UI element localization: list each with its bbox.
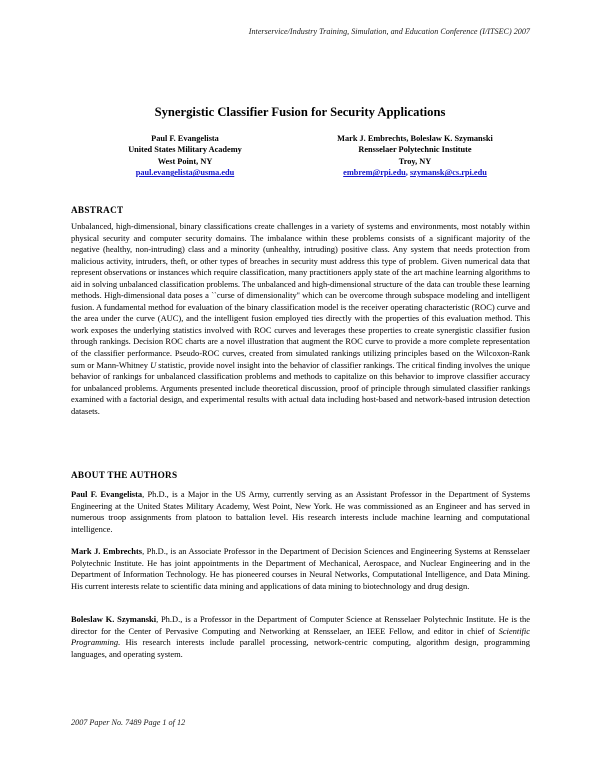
author-block-right — [300, 133, 530, 179]
author-bio-name: Paul F. Evangelista — [71, 489, 143, 499]
author-bio-name: Mark J. Embrechts — [71, 546, 143, 556]
author-list — [70, 133, 530, 179]
author-email-link[interactable]: paul.evangelista@usma.edu — [135, 168, 235, 178]
author-bio-text: , Ph.D., is an Associate Professor in the Department of Decision Sciences and Engineering Systems at Rensselaer Polytechnic Institute. He has joint appointments in the Department of Mechanical, Aerospace, and Nuclear Engineering and in the Department of Information Technology. He has pioneered courses in Neural Networks, Computational Intelligence, and Data Mining. His current interests relate to scientific data mining and applications of data mining to biotechnology and drug design. — [71, 546, 530, 591]
author-block-left — [70, 133, 300, 179]
author-email-link[interactable]: embrem@rpi.edu — [343, 168, 406, 178]
email-separator: , — [405, 168, 410, 178]
author-bio — [71, 614, 530, 660]
author-location: West Point, NY — [157, 156, 213, 166]
author-name: Paul F. Evangelista — [151, 134, 219, 143]
author-location: Troy, NY — [398, 156, 432, 166]
author-bio-text: , Ph.D., is a Major in the US Army, currently serving as an Assistant Professor in the Department of Systems Engineering at the United States Military Academy, West Point, New York. He was commissioned as an Engineer and has served in numerous troop assignments from platoon to battalion level. His research interests include machine learning and computational intelligence. — [71, 489, 531, 534]
author-bio-text-part-2: . His research interests include parallel processing, network-centric computing, algorithm design, programming languages, and operating system. — [71, 637, 530, 659]
abstract-text-part-2: statistic, provide novel insight into the behavior of classifier rankings. The critical finding involves the unique behavior of rankings for unbalanced classification problems and methods to capitalize on this behavior to improve classifier accuracy for unbalanced problems. Arguments presented include theoretical discussion, proof of principle through simulated classifier rankings examined with a factorial design, and experimental results with actual data including host-based and network-based intrusion detection datasets. — [71, 359, 530, 416]
page-footer: 2007 Paper No. 7489 Page 1 of 12 — [71, 718, 186, 727]
author-affiliation: United States Military Academy — [128, 145, 242, 155]
abstract-body — [71, 221, 530, 417]
author-bio-name: Boleslaw K. Szymanski — [71, 614, 157, 624]
author-bio — [71, 546, 530, 592]
author-email-link[interactable]: szymansk@cs.rpi.edu — [409, 168, 487, 178]
author-bio — [71, 489, 530, 535]
author-bio-text-part-1: , Ph.D., is a Professor in the Department of Computer Science at Rensselaer Polytechnic Institute. He is the director for the Center of Pervasive Computing and Networking at Rensselaer, an IEEE Fellow, and editor in chief of — [71, 614, 530, 636]
author-email-line — [70, 167, 300, 178]
about-the-authors-heading: ABOUT THE AUTHORS — [71, 470, 178, 480]
journal-title: Scientific Programming — [71, 625, 530, 648]
author-affiliation: Rensselaer Polytechnic Institute — [358, 145, 472, 155]
author-name: Mark J. Embrechts, Boleslaw K. Szymanski — [337, 134, 493, 143]
running-header: Interservice/Industry Training, Simulation, and Education Conference (I/ITSEC) 2007 — [248, 27, 530, 36]
page-title: Synergistic Classifier Fusion for Security Applications — [154, 105, 446, 119]
author-email-line — [300, 167, 530, 178]
abstract-heading: ABSTRACT — [71, 205, 124, 215]
abstract-text-part-1: Unbalanced, high-dimensional, binary classifications create challenges in a variety of systems and environments, most notably within physical security and computer security domains. The imbalance within these problems consists of a significant majority of the negative (healthy, non-intruding) class and a minority (unhealthy, intruding) positive class. Any system that needs protection from malicious activity, intruders, theft, or other types of breaches in security must address this type of problem. Given numerical data that represent observations or instances which require classification, many practitioners apply state of the art machine learning algorithms to aid in solving unbalanced classification problems. The unbalanced and high-dimensional structure of the data can trouble these learning methods. High-dimensional data poses a ``curse of dimensionality'' which can be overcome through subspace modeling and intelligent fusion. A fundamental method for evaluation of the binary classification model is the receiver operating characteristic (ROC) curve and the area under the curve (AUC), and the intelligent fusion employed ties directly with the properties of this evaluation method. This work exposes the underlying statistics involved with ROC curves and leverages these properties to create synergistic classifier fusion through rankings. Decision ROC charts are a novel illustration that augment the ROC curve to provide a more complete representation of the classifier performance. Pseudo-ROC curves, created from simulated rankings utilizing principles based on the Wilcoxon-Rank sum or Mann-Whitney — [71, 221, 530, 370]
abstract-statistic-symbol: U — [150, 359, 157, 370]
